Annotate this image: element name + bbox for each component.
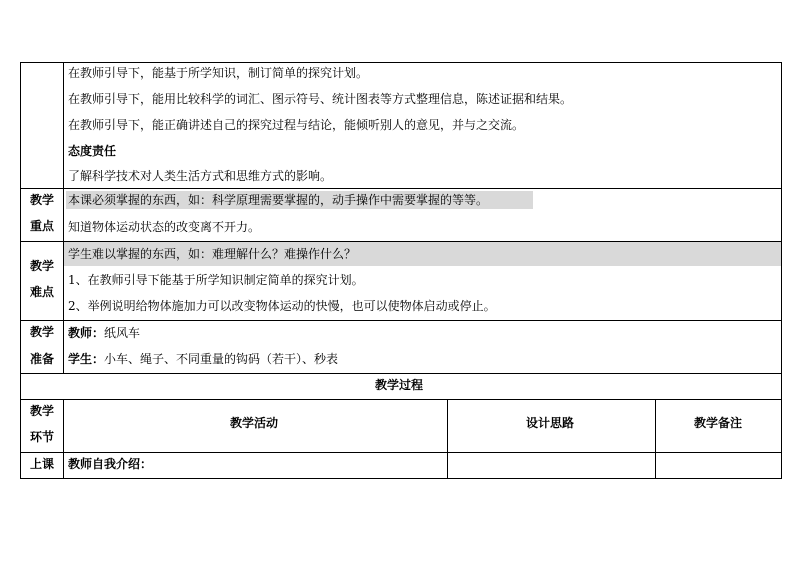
key-points-hint: 本课必须掌握的东西，如：科学原理需要掌握的，动手操作中需要掌握的等等。	[68, 193, 489, 207]
row-stage-class-start: 上课	[30, 457, 55, 471]
row-divider	[20, 373, 782, 374]
table-border-left	[20, 62, 21, 479]
row-activity-self-intro: 教师自我介绍：	[68, 457, 153, 471]
goal-line-3: 在教师引导下，能正确讲述自己的探究过程与结论，能倾听别人的意见，并与之交流。	[68, 118, 525, 132]
label-column-divider	[63, 62, 64, 373]
table-border-top	[20, 62, 782, 63]
key-points-label-bottom: 重点	[30, 219, 55, 233]
key-points-label-top: 教学	[30, 193, 55, 207]
table-border-bottom	[20, 478, 782, 479]
teacher-items: 纸风车	[104, 326, 141, 340]
student-label: 学生：	[68, 352, 105, 366]
column-divider	[655, 399, 656, 479]
difficulties-hint: 学生难以掌握的东西，如：难理解什么？难操作什么？	[68, 247, 357, 261]
student-materials	[68, 351, 338, 367]
key-points-content: 知道物体运动状态的改变离不开力。	[68, 220, 261, 234]
col-stage-label-top: 教学	[30, 404, 55, 418]
difficulties-label-bottom: 难点	[30, 285, 55, 299]
col-notes-header: 教学备注	[694, 416, 743, 430]
attitude-heading: 态度责任	[68, 144, 117, 158]
row-divider	[20, 452, 782, 453]
attitude-line: 了解科学技术对人类生活方式和思维方式的影响。	[68, 169, 333, 183]
student-items: 小车、绳子、不同重量的钩码（若干）、秒表	[104, 352, 339, 366]
goal-line-2: 在教师引导下，能用比较科学的词汇、图示符号、统计图表等方式整理信息，陈述证据和结果。	[68, 92, 573, 106]
difficulties-item-1: 1、在教师引导下能基于所学知识制定简单的探究计划。	[68, 273, 364, 287]
column-divider	[447, 399, 448, 479]
col-activity-header: 教学活动	[230, 416, 279, 430]
row-divider	[20, 188, 782, 189]
teacher-label: 教师：	[68, 326, 105, 340]
row-divider	[20, 399, 782, 400]
col-design-header: 设计思路	[526, 416, 575, 430]
table-border-right	[781, 62, 782, 479]
teacher-materials	[68, 325, 140, 341]
difficulties-label-top: 教学	[30, 259, 55, 273]
preparation-label-top: 教学	[30, 325, 55, 339]
row-divider	[20, 320, 782, 321]
lesson-plan-table	[20, 62, 782, 479]
label-column-divider	[63, 399, 64, 479]
preparation-label-bottom: 准备	[30, 352, 55, 366]
difficulties-item-2: 2、举例说明给物体施加力可以改变物体运动的快慢，也可以使物体启动或停止。	[68, 299, 496, 313]
process-title: 教学过程	[375, 378, 424, 392]
goal-line-1: 在教师引导下，能基于所学知识，制订简单的探究计划。	[68, 66, 369, 80]
col-stage-label-bottom: 环节	[30, 430, 55, 444]
